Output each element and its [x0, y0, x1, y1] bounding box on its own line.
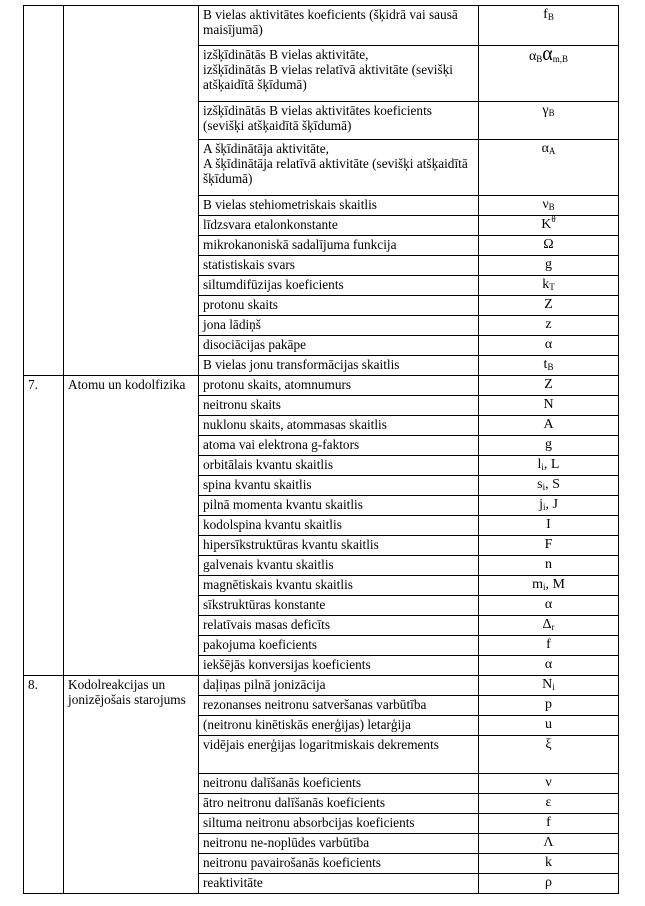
symbol-cell: ε	[479, 794, 619, 814]
symbol-cell: α	[479, 596, 619, 616]
term-cell: protonu skaits, atomnumurs	[199, 376, 479, 396]
term-cell: sīkstruktūras konstante	[199, 596, 479, 616]
symbol-cell: ρ	[479, 874, 619, 894]
symbol-cell: Λ	[479, 834, 619, 854]
symbol-cell: n	[479, 556, 619, 576]
symbol-cell: z	[479, 316, 619, 336]
term-cell: neitronu pavairošanās koeficients	[199, 854, 479, 874]
symbol-cell: Z	[479, 296, 619, 316]
term-cell: jona lādiņš	[199, 316, 479, 336]
symbol-cell: $k_T$	[479, 276, 619, 296]
term-cell: kodolspina kvantu skaitlis	[199, 516, 479, 536]
term-cell: izšķīdinātās B vielas aktivitātes koeficients (sevišķi atšķaidītā šķīdumā)	[199, 102, 479, 140]
document-page	[23, 5, 618, 894]
term-cell: pilnā momenta kvantu skaitlis	[199, 496, 479, 516]
term-cell: neitronu dalīšanās koeficients	[199, 774, 479, 794]
term-cell: reaktivitāte	[199, 874, 479, 894]
symbol-cell: p	[479, 696, 619, 716]
term-cell: hipersīkstruktūras kvantu skaitlis	[199, 536, 479, 556]
term-cell: siltumdifūzijas koeficients	[199, 276, 479, 296]
term-cell: B vielas jonu transformācijas skaitlis	[199, 356, 479, 376]
symbol-cell: $K^\theta$	[479, 216, 619, 236]
symbol-cell: g	[479, 436, 619, 456]
symbol-cell: $\alpha_A$	[479, 140, 619, 196]
symbol-cell: $\gamma_B$	[479, 102, 619, 140]
term-cell: A šķīdinātāja aktivitāte, A šķīdinātāja relatīvā aktivitāte (sevišķi atšķaidītā šķīdumā)	[199, 140, 479, 196]
term-cell: pakojuma koeficients	[199, 636, 479, 656]
section-title-cell	[64, 6, 199, 376]
symbol-cell: f	[479, 814, 619, 834]
symbol-cell: u	[479, 716, 619, 736]
term-cell: siltuma neitronu absorbcijas koeficients	[199, 814, 479, 834]
symbol-cell: α	[479, 336, 619, 356]
symbol-cell: α	[479, 656, 619, 676]
section-8-title: Kodolreakcijas un jonizējošais starojums	[64, 676, 199, 894]
term-cell: neitronu ne-noplūdes varbūtība	[199, 834, 479, 854]
table-row	[24, 376, 619, 396]
section-number-cell	[24, 6, 64, 376]
term-cell: relatīvais masas deficīts	[199, 616, 479, 636]
symbol-cell: I	[479, 516, 619, 536]
symbol-cell: $t_B$	[479, 356, 619, 376]
term-cell: nuklonu skaits, atommasas skaitlis	[199, 416, 479, 436]
term-cell: B vielas stehiometriskais skaitlis	[199, 196, 479, 216]
term-cell: galvenais kvantu skaitlis	[199, 556, 479, 576]
section-8-number: 8.	[24, 676, 64, 894]
symbol-cell: $m_i$, M	[479, 576, 619, 596]
term-cell: atoma vai elektrona g-faktors	[199, 436, 479, 456]
term-cell: disociācijas pakāpe	[199, 336, 479, 356]
symbol-cell: f	[479, 636, 619, 656]
symbol-cell: $N_i$	[479, 676, 619, 696]
term-cell: izšķīdinātās B vielas aktivitāte, izšķīdinātās B vielas relatīvā aktivitāte (sevišķi atšķaidītā šķīdumā)	[199, 46, 479, 102]
section-7-title: Atomu un kodolfizika	[64, 376, 199, 676]
symbol-cell: $\alpha_B\alpha_{m,B}$	[479, 46, 619, 102]
symbols-table	[23, 5, 619, 894]
term-cell: statistiskais svars	[199, 256, 479, 276]
term-cell: neitronu skaits	[199, 396, 479, 416]
symbol-cell: ν	[479, 774, 619, 794]
symbol-cell: $j_i$, J	[479, 496, 619, 516]
symbol-cell: $s_i$, S	[479, 476, 619, 496]
term-cell: (neitronu kinētiskās enerģijas) letarģija	[199, 716, 479, 736]
term-cell: B vielas aktivitātes koeficients (šķidrā vai sausā maisījumā)	[199, 6, 479, 46]
symbol-cell: g	[479, 256, 619, 276]
term-cell: magnētiskais kvantu skaitlis	[199, 576, 479, 596]
term-cell: iekšējās konversijas koeficients	[199, 656, 479, 676]
symbol-cell: k	[479, 854, 619, 874]
term-cell: orbitālais kvantu skaitlis	[199, 456, 479, 476]
symbol-cell: $\Delta_r$	[479, 616, 619, 636]
symbol-cell: N	[479, 396, 619, 416]
symbol-cell: F	[479, 536, 619, 556]
term-cell: līdzsvara etalonkonstante	[199, 216, 479, 236]
symbol-cell: $\nu_B$	[479, 196, 619, 216]
table-row	[24, 676, 619, 696]
term-cell: spina kvantu skaitlis	[199, 476, 479, 496]
symbol-cell: $l_i$, L	[479, 456, 619, 476]
term-cell: daļiņas pilnā jonizācija	[199, 676, 479, 696]
symbol-cell: A	[479, 416, 619, 436]
symbol-cell: ξ	[479, 736, 619, 774]
section-7-number: 7.	[24, 376, 64, 676]
term-cell: ātro neitronu dalīšanās koeficients	[199, 794, 479, 814]
symbol-cell: Ω	[479, 236, 619, 256]
term-cell: vidējais enerģijas logaritmiskais dekrements	[199, 736, 479, 774]
term-cell: rezonanses neitronu satveršanas varbūtība	[199, 696, 479, 716]
term-cell: mikrokanoniskā sadalījuma funkcija	[199, 236, 479, 256]
table-row	[24, 6, 619, 46]
symbol-cell: $f_B$	[479, 6, 619, 46]
symbol-cell: Z	[479, 376, 619, 396]
term-cell: protonu skaits	[199, 296, 479, 316]
